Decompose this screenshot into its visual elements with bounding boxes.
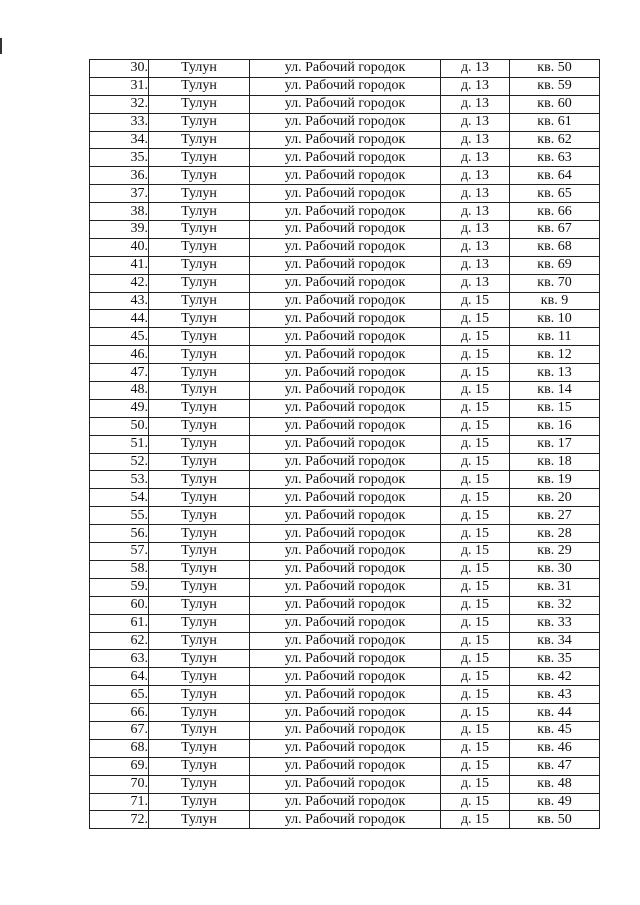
- house-cell: д. 15: [441, 435, 510, 453]
- house-cell: д. 15: [441, 346, 510, 364]
- city-cell: Тулун: [149, 149, 250, 167]
- house-cell: д. 15: [441, 793, 510, 811]
- house-cell: д. 15: [441, 489, 510, 507]
- flat-cell: кв. 68: [510, 238, 600, 256]
- flat-cell: кв. 45: [510, 721, 600, 739]
- table-row: [90, 346, 600, 364]
- table-row: [90, 507, 600, 525]
- table-row: [90, 131, 600, 149]
- city-cell: Тулун: [149, 650, 250, 668]
- house-cell: д. 15: [441, 292, 510, 310]
- city-cell: Тулун: [149, 471, 250, 489]
- table-row: [90, 489, 600, 507]
- street-cell: ул. Рабочий городок: [250, 328, 441, 346]
- flat-cell: кв. 42: [510, 668, 600, 686]
- table-row: [90, 668, 600, 686]
- city-cell: Тулун: [149, 238, 250, 256]
- row-number: 68.: [90, 739, 149, 757]
- table-row: [90, 77, 600, 95]
- street-cell: ул. Рабочий городок: [250, 775, 441, 793]
- row-number: 50.: [90, 417, 149, 435]
- city-cell: Тулун: [149, 328, 250, 346]
- street-cell: ул. Рабочий городок: [250, 292, 441, 310]
- house-cell: д. 15: [441, 686, 510, 704]
- flat-cell: кв. 28: [510, 525, 600, 543]
- street-cell: ул. Рабочий городок: [250, 149, 441, 167]
- table-row: [90, 596, 600, 614]
- street-cell: ул. Рабочий городок: [250, 525, 441, 543]
- city-cell: Тулун: [149, 578, 250, 596]
- street-cell: ул. Рабочий городок: [250, 256, 441, 274]
- flat-cell: кв. 69: [510, 256, 600, 274]
- house-cell: д. 13: [441, 60, 510, 78]
- flat-cell: кв. 13: [510, 364, 600, 382]
- city-cell: Тулун: [149, 113, 250, 131]
- flat-cell: кв. 17: [510, 435, 600, 453]
- flat-cell: кв. 10: [510, 310, 600, 328]
- row-number: 42.: [90, 274, 149, 292]
- city-cell: Тулун: [149, 203, 250, 221]
- table-row: [90, 543, 600, 561]
- flat-cell: кв. 46: [510, 739, 600, 757]
- flat-cell: кв. 31: [510, 578, 600, 596]
- row-number: 31.: [90, 77, 149, 95]
- table-row: [90, 650, 600, 668]
- street-cell: ул. Рабочий городок: [250, 650, 441, 668]
- flat-cell: кв. 50: [510, 811, 600, 829]
- table-row: [90, 435, 600, 453]
- city-cell: Тулун: [149, 793, 250, 811]
- flat-cell: кв. 33: [510, 614, 600, 632]
- street-cell: ул. Рабочий городок: [250, 721, 441, 739]
- table-row: [90, 185, 600, 203]
- row-number: 44.: [90, 310, 149, 328]
- page-edge-mark: [0, 38, 2, 54]
- street-cell: ул. Рабочий городок: [250, 471, 441, 489]
- street-cell: ул. Рабочий городок: [250, 185, 441, 203]
- city-cell: Тулун: [149, 596, 250, 614]
- street-cell: ул. Рабочий городок: [250, 811, 441, 829]
- table-row: [90, 364, 600, 382]
- table-row: [90, 739, 600, 757]
- flat-cell: кв. 61: [510, 113, 600, 131]
- table-row: [90, 149, 600, 167]
- house-cell: д. 13: [441, 203, 510, 221]
- street-cell: ул. Рабочий городок: [250, 757, 441, 775]
- house-cell: д. 15: [441, 739, 510, 757]
- street-cell: ул. Рабочий городок: [250, 596, 441, 614]
- city-cell: Тулун: [149, 131, 250, 149]
- flat-cell: кв. 11: [510, 328, 600, 346]
- house-cell: д. 15: [441, 543, 510, 561]
- row-number: 66.: [90, 704, 149, 722]
- city-cell: Тулун: [149, 632, 250, 650]
- street-cell: ул. Рабочий городок: [250, 274, 441, 292]
- flat-cell: кв. 18: [510, 453, 600, 471]
- flat-cell: кв. 32: [510, 596, 600, 614]
- flat-cell: кв. 43: [510, 686, 600, 704]
- row-number: 71.: [90, 793, 149, 811]
- house-cell: д. 15: [441, 453, 510, 471]
- house-cell: д. 13: [441, 167, 510, 185]
- flat-cell: кв. 60: [510, 95, 600, 113]
- row-number: 38.: [90, 203, 149, 221]
- street-cell: ул. Рабочий городок: [250, 578, 441, 596]
- house-cell: д. 15: [441, 560, 510, 578]
- street-cell: ул. Рабочий городок: [250, 686, 441, 704]
- city-cell: Тулун: [149, 757, 250, 775]
- row-number: 67.: [90, 721, 149, 739]
- house-cell: д. 15: [441, 596, 510, 614]
- street-cell: ул. Рабочий городок: [250, 793, 441, 811]
- house-cell: д. 15: [441, 328, 510, 346]
- city-cell: Тулун: [149, 292, 250, 310]
- city-cell: Тулун: [149, 346, 250, 364]
- city-cell: Тулун: [149, 167, 250, 185]
- table-row: [90, 417, 600, 435]
- flat-cell: кв. 66: [510, 203, 600, 221]
- address-table-body: [90, 60, 600, 829]
- table-row: [90, 578, 600, 596]
- flat-cell: кв. 35: [510, 650, 600, 668]
- street-cell: ул. Рабочий городок: [250, 435, 441, 453]
- table-row: [90, 382, 600, 400]
- city-cell: Тулун: [149, 686, 250, 704]
- city-cell: Тулун: [149, 489, 250, 507]
- city-cell: Тулун: [149, 221, 250, 239]
- street-cell: ул. Рабочий городок: [250, 632, 441, 650]
- city-cell: Тулун: [149, 382, 250, 400]
- street-cell: ул. Рабочий городок: [250, 113, 441, 131]
- house-cell: д. 15: [441, 650, 510, 668]
- house-cell: д. 15: [441, 382, 510, 400]
- row-number: 60.: [90, 596, 149, 614]
- street-cell: ул. Рабочий городок: [250, 614, 441, 632]
- street-cell: ул. Рабочий городок: [250, 543, 441, 561]
- street-cell: ул. Рабочий городок: [250, 95, 441, 113]
- flat-cell: кв. 62: [510, 131, 600, 149]
- row-number: 35.: [90, 149, 149, 167]
- street-cell: ул. Рабочий городок: [250, 60, 441, 78]
- flat-cell: кв. 9: [510, 292, 600, 310]
- table-row: [90, 256, 600, 274]
- street-cell: ул. Рабочий городок: [250, 560, 441, 578]
- house-cell: д. 13: [441, 113, 510, 131]
- flat-cell: кв. 12: [510, 346, 600, 364]
- city-cell: Тулун: [149, 525, 250, 543]
- city-cell: Тулун: [149, 560, 250, 578]
- table-row: [90, 704, 600, 722]
- table-row: [90, 274, 600, 292]
- row-number: 33.: [90, 113, 149, 131]
- row-number: 62.: [90, 632, 149, 650]
- row-number: 45.: [90, 328, 149, 346]
- house-cell: д. 15: [441, 632, 510, 650]
- table-row: [90, 310, 600, 328]
- city-cell: Тулун: [149, 60, 250, 78]
- house-cell: д. 13: [441, 131, 510, 149]
- house-cell: д. 15: [441, 578, 510, 596]
- table-row: [90, 203, 600, 221]
- flat-cell: кв. 48: [510, 775, 600, 793]
- house-cell: д. 15: [441, 417, 510, 435]
- flat-cell: кв. 29: [510, 543, 600, 561]
- table-row: [90, 453, 600, 471]
- flat-cell: кв. 70: [510, 274, 600, 292]
- row-number: 48.: [90, 382, 149, 400]
- row-number: 41.: [90, 256, 149, 274]
- row-number: 65.: [90, 686, 149, 704]
- table-row: [90, 721, 600, 739]
- flat-cell: кв. 16: [510, 417, 600, 435]
- row-number: 72.: [90, 811, 149, 829]
- flat-cell: кв. 30: [510, 560, 600, 578]
- city-cell: Тулун: [149, 310, 250, 328]
- flat-cell: кв. 63: [510, 149, 600, 167]
- row-number: 53.: [90, 471, 149, 489]
- table-row: [90, 793, 600, 811]
- street-cell: ул. Рабочий городок: [250, 704, 441, 722]
- city-cell: Тулун: [149, 417, 250, 435]
- house-cell: д. 15: [441, 614, 510, 632]
- flat-cell: кв. 59: [510, 77, 600, 95]
- table-row: [90, 775, 600, 793]
- table-row: [90, 167, 600, 185]
- row-number: 47.: [90, 364, 149, 382]
- row-number: 40.: [90, 238, 149, 256]
- flat-cell: кв. 65: [510, 185, 600, 203]
- city-cell: Тулун: [149, 77, 250, 95]
- city-cell: Тулун: [149, 721, 250, 739]
- flat-cell: кв. 64: [510, 167, 600, 185]
- house-cell: д. 15: [441, 775, 510, 793]
- street-cell: ул. Рабочий городок: [250, 167, 441, 185]
- house-cell: д. 13: [441, 256, 510, 274]
- row-number: 69.: [90, 757, 149, 775]
- street-cell: ул. Рабочий городок: [250, 399, 441, 417]
- row-number: 34.: [90, 131, 149, 149]
- street-cell: ул. Рабочий городок: [250, 417, 441, 435]
- street-cell: ул. Рабочий городок: [250, 382, 441, 400]
- house-cell: д. 15: [441, 525, 510, 543]
- table-row: [90, 525, 600, 543]
- table-row: [90, 113, 600, 131]
- row-number: 51.: [90, 435, 149, 453]
- table-row: [90, 811, 600, 829]
- flat-cell: кв. 50: [510, 60, 600, 78]
- city-cell: Тулун: [149, 775, 250, 793]
- table-row: [90, 328, 600, 346]
- house-cell: д. 15: [441, 811, 510, 829]
- city-cell: Тулун: [149, 668, 250, 686]
- flat-cell: кв. 44: [510, 704, 600, 722]
- house-cell: д. 13: [441, 77, 510, 95]
- table-row: [90, 686, 600, 704]
- street-cell: ул. Рабочий городок: [250, 238, 441, 256]
- row-number: 55.: [90, 507, 149, 525]
- table-row: [90, 614, 600, 632]
- city-cell: Тулун: [149, 739, 250, 757]
- street-cell: ул. Рабочий городок: [250, 77, 441, 95]
- table-row: [90, 560, 600, 578]
- city-cell: Тулун: [149, 453, 250, 471]
- city-cell: Тулун: [149, 614, 250, 632]
- row-number: 39.: [90, 221, 149, 239]
- house-cell: д. 15: [441, 757, 510, 775]
- house-cell: д. 15: [441, 471, 510, 489]
- street-cell: ул. Рабочий городок: [250, 221, 441, 239]
- house-cell: д. 13: [441, 149, 510, 167]
- city-cell: Тулун: [149, 543, 250, 561]
- house-cell: д. 15: [441, 507, 510, 525]
- house-cell: д. 15: [441, 364, 510, 382]
- house-cell: д. 13: [441, 221, 510, 239]
- house-cell: д. 13: [441, 185, 510, 203]
- table-row: [90, 757, 600, 775]
- address-table-container: [89, 59, 600, 829]
- row-number: 56.: [90, 525, 149, 543]
- row-number: 37.: [90, 185, 149, 203]
- row-number: 36.: [90, 167, 149, 185]
- street-cell: ул. Рабочий городок: [250, 739, 441, 757]
- table-row: [90, 60, 600, 78]
- table-row: [90, 471, 600, 489]
- flat-cell: кв. 15: [510, 399, 600, 417]
- row-number: 30.: [90, 60, 149, 78]
- flat-cell: кв. 20: [510, 489, 600, 507]
- house-cell: д. 15: [441, 310, 510, 328]
- row-number: 63.: [90, 650, 149, 668]
- row-number: 58.: [90, 560, 149, 578]
- row-number: 59.: [90, 578, 149, 596]
- flat-cell: кв. 14: [510, 382, 600, 400]
- row-number: 46.: [90, 346, 149, 364]
- table-row: [90, 221, 600, 239]
- row-number: 43.: [90, 292, 149, 310]
- flat-cell: кв. 27: [510, 507, 600, 525]
- house-cell: д. 15: [441, 721, 510, 739]
- house-cell: д. 15: [441, 399, 510, 417]
- flat-cell: кв. 47: [510, 757, 600, 775]
- city-cell: Тулун: [149, 95, 250, 113]
- row-number: 70.: [90, 775, 149, 793]
- address-table: [89, 59, 600, 829]
- house-cell: д. 15: [441, 704, 510, 722]
- city-cell: Тулун: [149, 399, 250, 417]
- house-cell: д. 13: [441, 274, 510, 292]
- flat-cell: кв. 67: [510, 221, 600, 239]
- street-cell: ул. Рабочий городок: [250, 507, 441, 525]
- street-cell: ул. Рабочий городок: [250, 203, 441, 221]
- street-cell: ул. Рабочий городок: [250, 668, 441, 686]
- street-cell: ул. Рабочий городок: [250, 131, 441, 149]
- city-cell: Тулун: [149, 704, 250, 722]
- row-number: 54.: [90, 489, 149, 507]
- flat-cell: кв. 34: [510, 632, 600, 650]
- table-row: [90, 292, 600, 310]
- row-number: 61.: [90, 614, 149, 632]
- street-cell: ул. Рабочий городок: [250, 310, 441, 328]
- city-cell: Тулун: [149, 507, 250, 525]
- flat-cell: кв. 19: [510, 471, 600, 489]
- city-cell: Тулун: [149, 185, 250, 203]
- city-cell: Тулун: [149, 811, 250, 829]
- row-number: 64.: [90, 668, 149, 686]
- flat-cell: кв. 49: [510, 793, 600, 811]
- row-number: 57.: [90, 543, 149, 561]
- row-number: 32.: [90, 95, 149, 113]
- house-cell: д. 13: [441, 95, 510, 113]
- street-cell: ул. Рабочий городок: [250, 364, 441, 382]
- house-cell: д. 13: [441, 238, 510, 256]
- city-cell: Тулун: [149, 256, 250, 274]
- table-row: [90, 95, 600, 113]
- street-cell: ул. Рабочий городок: [250, 453, 441, 471]
- street-cell: ул. Рабочий городок: [250, 346, 441, 364]
- street-cell: ул. Рабочий городок: [250, 489, 441, 507]
- table-row: [90, 238, 600, 256]
- row-number: 49.: [90, 399, 149, 417]
- table-row: [90, 632, 600, 650]
- city-cell: Тулун: [149, 274, 250, 292]
- row-number: 52.: [90, 453, 149, 471]
- table-row: [90, 399, 600, 417]
- city-cell: Тулун: [149, 435, 250, 453]
- house-cell: д. 15: [441, 668, 510, 686]
- city-cell: Тулун: [149, 364, 250, 382]
